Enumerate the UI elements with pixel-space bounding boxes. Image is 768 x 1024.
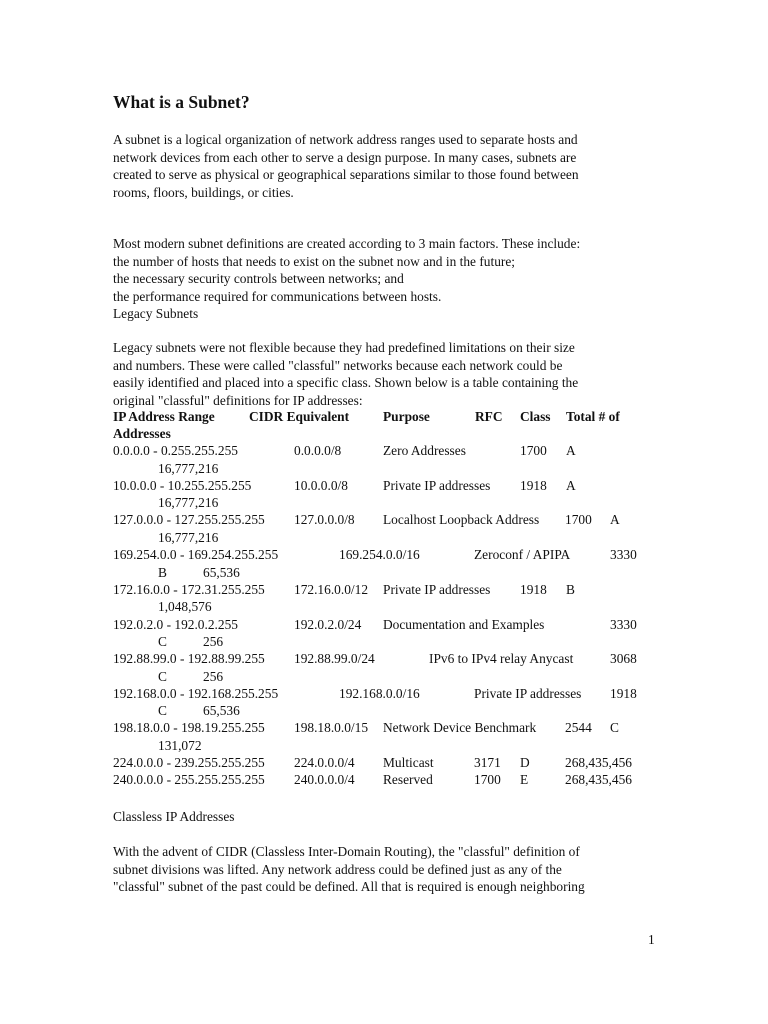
cell-cidr: 192.168.0.0/16 — [339, 686, 420, 701]
cell-purpose: Zeroconf / APIPA — [474, 547, 571, 562]
table-row-cont — [113, 565, 673, 583]
cell-total: 16,777,216 — [158, 530, 219, 545]
cell-class: C — [610, 720, 619, 735]
factors-paragraph — [113, 235, 643, 323]
table-row-cont — [113, 703, 673, 721]
cell-purpose: Private IP addresses — [383, 582, 491, 597]
cell-rfc: 2544 — [565, 720, 592, 735]
cell-cidr: 198.18.0.0/15 — [294, 720, 369, 735]
cell-cidr: 169.254.0.0/16 — [339, 547, 420, 562]
table-row — [113, 547, 673, 565]
cell-cidr: 10.0.0.0/8 — [294, 478, 348, 493]
cell-class: A — [566, 478, 576, 493]
cell-cidr: 240.0.0.0/4 — [294, 772, 355, 787]
legacy-line: and numbers. These were called "classful" networks because each network could be — [113, 357, 563, 373]
classless-line: With the advent of CIDR (Classless Inter-Domain Routing), the "classful" definition of — [113, 844, 580, 859]
table-row — [113, 772, 673, 790]
cell-rfc: 1700 — [474, 772, 501, 787]
table-row-cont — [113, 599, 673, 617]
intro-paragraph — [113, 131, 643, 201]
cell-rfc: 1918 — [610, 686, 637, 701]
cell-cidr: 127.0.0.0/8 — [294, 512, 355, 527]
table-row-cont — [113, 495, 673, 513]
cell-total: 1,048,576 — [158, 599, 212, 614]
cell-total: 131,072 — [158, 738, 202, 753]
cell-range: 0.0.0.0 - 0.255.255.255 — [113, 443, 238, 458]
intro-line: rooms, floors, buildings, or cities. — [113, 184, 294, 200]
cell-class: A — [610, 512, 620, 527]
cell-range: 224.0.0.0 - 239.255.255.255 — [113, 755, 265, 770]
cell-purpose: Localhost Loopback Address — [383, 512, 540, 527]
legacy-line: easily identified and placed into a specific class. Shown below is a table containing the — [113, 375, 579, 390]
table-row-cont — [113, 634, 673, 652]
factors-line: the necessary security controls between networks; and — [113, 271, 404, 286]
cell-purpose: Private IP addresses — [474, 686, 582, 701]
factors-line: the number of hosts that needs to exist on the subnet now and in the future; — [113, 253, 516, 269]
classless-heading-text: Classless IP Addresses — [113, 809, 235, 824]
cell-range: 10.0.0.0 - 10.255.255.255 — [113, 478, 252, 493]
cell-class: C — [158, 703, 167, 718]
cell-cidr: 192.0.2.0/24 — [294, 617, 362, 632]
table-row-cont — [113, 461, 673, 479]
legacy-paragraph — [113, 339, 643, 409]
table-row — [113, 651, 673, 669]
cell-class: A — [566, 443, 576, 458]
table-header-row — [113, 409, 673, 427]
classless-paragraph — [113, 843, 643, 896]
cell-purpose: Multicast — [383, 755, 434, 770]
cell-purpose: IPv6 to IPv4 relay Anycast — [429, 651, 574, 666]
table-row — [113, 617, 673, 635]
cell-purpose: Reserved — [383, 772, 433, 787]
cell-range: 240.0.0.0 - 255.255.255.255 — [113, 772, 265, 787]
table-row-cont — [113, 738, 673, 756]
cell-class: C — [158, 634, 167, 649]
table-row — [113, 478, 673, 496]
cell-total: 256 — [203, 634, 224, 649]
cell-total: 16,777,216 — [158, 495, 219, 510]
header-class: Class — [520, 409, 551, 424]
section-heading-classless — [113, 808, 643, 826]
cell-rfc: 3330 — [610, 617, 637, 632]
intro-line: A subnet is a logical organization of network address ranges used to separate hosts and — [113, 132, 578, 147]
page-title: What is a Subnet? — [113, 92, 250, 112]
cell-rfc: 1918 — [520, 478, 547, 493]
legacy-line: original "classful" definitions for IP addresses: — [113, 392, 363, 408]
cell-cidr: 192.88.99.0/24 — [294, 651, 375, 666]
page-number: 1 — [648, 932, 655, 947]
factors-line: Most modern subnet definitions are created according to 3 main factors. These include: — [113, 236, 581, 251]
section-heading-legacy: Legacy Subnets — [113, 306, 199, 321]
header-total: Total # of — [566, 409, 620, 424]
cell-purpose: Zero Addresses — [383, 443, 466, 458]
cell-total: 268,435,456 — [565, 772, 632, 787]
cell-total: 16,777,216 — [158, 461, 219, 476]
cell-class: B — [566, 582, 575, 597]
cell-rfc: 1918 — [520, 582, 547, 597]
cell-total: 65,536 — [203, 565, 240, 580]
cell-range: 192.88.99.0 - 192.88.99.255 — [113, 651, 265, 666]
intro-line: network devices from each other to serve a design purpose. In many cases, subnets are — [113, 149, 577, 165]
table-row — [113, 443, 673, 461]
table-row — [113, 686, 673, 704]
intro-line: created to serve as physical or geographical separations similar to those found between — [113, 167, 579, 182]
table-row — [113, 720, 673, 738]
classless-line: subnet divisions was lifted. Any network address could be defined just as any of the — [113, 861, 562, 877]
legacy-line: Legacy subnets were not flexible because they had predefined limitations on their size — [113, 340, 575, 355]
cell-class: D — [520, 755, 530, 770]
table-row — [113, 755, 673, 773]
cell-rfc: 3330 — [610, 547, 637, 562]
cell-total: 65,536 — [203, 703, 240, 718]
table-row — [113, 512, 673, 530]
cell-rfc: 1700 — [565, 512, 592, 527]
cell-class: B — [158, 565, 167, 580]
table-header-row-cont — [113, 426, 673, 444]
table-row — [113, 582, 673, 600]
classless-line: "classful" subnet of the past could be defined. All that is required is enough neighboring — [113, 879, 585, 894]
cell-cidr: 224.0.0.0/4 — [294, 755, 355, 770]
cell-range: 169.254.0.0 - 169.254.255.255 — [113, 547, 279, 562]
cell-total: 256 — [203, 669, 224, 684]
header-cidr: CIDR Equivalent — [249, 409, 350, 424]
cell-purpose: Documentation and Examples — [383, 617, 545, 632]
cell-purpose: Network Device Benchmark — [383, 720, 537, 735]
header-rfc: RFC — [475, 409, 503, 424]
cell-range: 172.16.0.0 - 172.31.255.255 — [113, 582, 265, 597]
cell-range: 127.0.0.0 - 127.255.255.255 — [113, 512, 265, 527]
cell-range: 192.0.2.0 - 192.0.2.255 — [113, 617, 238, 632]
table-row-cont — [113, 530, 673, 548]
cell-class: C — [158, 669, 167, 684]
table-row-cont — [113, 669, 673, 687]
cell-range: 192.168.0.0 - 192.168.255.255 — [113, 686, 279, 701]
cell-purpose: Private IP addresses — [383, 478, 491, 493]
factors-line: the performance required for communications between hosts. — [113, 288, 442, 304]
cell-rfc: 3068 — [610, 651, 637, 666]
cell-cidr: 172.16.0.0/12 — [294, 582, 369, 597]
cell-total: 268,435,456 — [565, 755, 632, 770]
cell-rfc: 1700 — [520, 443, 547, 458]
cell-range: 198.18.0.0 - 198.19.255.255 — [113, 720, 265, 735]
cell-class: E — [520, 772, 529, 787]
cell-cidr: 0.0.0.0/8 — [294, 443, 342, 458]
cell-rfc: 3171 — [474, 755, 501, 770]
header-purpose: Purpose — [383, 409, 430, 424]
header-total-cont: Addresses — [113, 426, 171, 441]
header-range: IP Address Range — [113, 409, 215, 424]
